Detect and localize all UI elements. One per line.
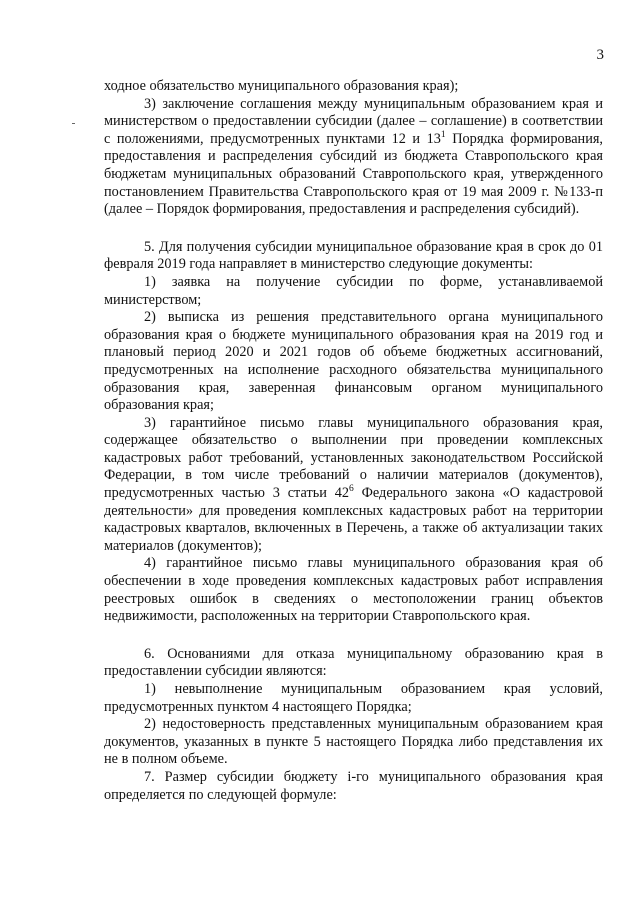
page-number: 3 bbox=[596, 47, 604, 63]
paragraph bbox=[104, 555, 603, 625]
paragraph-text: 4) гарантийное письмо главы муниципального образования края об обеспечении в ходе проведения комплексных кадастровых работ исправления реестровых ошибок в сведениях о местоположении границ объектов недвижимости, расположенных на территории Ставропольского края. bbox=[104, 555, 603, 625]
paragraph bbox=[104, 78, 603, 96]
paragraph bbox=[104, 274, 603, 309]
paragraph bbox=[104, 96, 603, 219]
paragraph-text: Федерального закона «О кадастровой деятельности» для проведения комплексных кадастровых работ на территории кадастровых кварталов, включенных в Перечень, а также об актуализации таких материалов (документов); bbox=[104, 485, 603, 554]
paragraph-text: ходное обязательство муниципального образования края); bbox=[104, 78, 459, 94]
paragraph-text: 3) заключение соглашения между муниципальным образованием края и министерством о предоставлении субсидии (далее – соглашение) в соответствии с положениями, предусмотренных пунктами 12 и 13 bbox=[104, 95, 603, 147]
paragraph bbox=[104, 769, 603, 804]
paragraph-text: 3) гарантийное письмо главы муниципального образования края, содержащее обязательство о выполнении при проведении комплексных кадастровых работ требований, установленных законодательством Российской Федерации, в том числе требований о наличии материалов (документов), предусмотренных частью 3 статьи 42 bbox=[104, 414, 603, 502]
paragraph bbox=[104, 415, 603, 556]
paragraph-gap bbox=[104, 626, 603, 646]
paragraph bbox=[104, 239, 603, 274]
paragraph bbox=[104, 716, 603, 769]
superscript: 1 bbox=[440, 130, 446, 141]
paragraph-text: 1) заявка на получение субсидии по форме, устанавливаемой министерством; bbox=[104, 273, 603, 308]
paragraph-text: 1) невыполнение муниципальным образованием края условий, предусмотренных пунктом 4 настоящего Порядка; bbox=[104, 681, 603, 715]
paragraph-text: Порядка формирования, предоставления и распределения субсидий из бюджета Ставропольского края бюджетам муниципальных образований Ставропольского края, утвержденного постановлением Правительства Ставропольского края от 19 мая 2009 г. №133-п (далее – Порядок формирования, предоставления и распределения субсидий). bbox=[104, 130, 603, 218]
margin-mark bbox=[72, 123, 75, 124]
paragraph-text: 6. Основаниями для отказа муниципальному образованию края в предоставлении субсидии являются: bbox=[104, 645, 603, 680]
paragraph-gap bbox=[104, 219, 603, 239]
document-body bbox=[104, 78, 603, 804]
paragraph bbox=[104, 309, 603, 415]
superscript: 6 bbox=[349, 484, 354, 495]
paragraph-text: 5. Для получения субсидии муниципальное образование края в срок до 01 февраля 2019 года направляет в министерство следующие документы: bbox=[104, 238, 603, 273]
paragraph-text: 2) выписка из решения представительного органа муниципального образования края о бюджете муниципального образования края на 2019 год и плановый период 2020 и 2021 годов об объеме бюджетных ассигнований, предусмотренных на исполнение расходного обязательства муниципального образования края, заверенная финансовым органом муниципального образования края; bbox=[104, 309, 603, 414]
paragraph-text: 2) недостоверность представленных муниципальным образованием края документов, указанных в пункте 5 настоящего Порядка либо представления их не в полном объеме. bbox=[104, 716, 603, 768]
paragraph-text: 7. Размер субсидии бюджету i-го муниципального образования края определяется по следующей формуле: bbox=[104, 768, 603, 803]
paragraph bbox=[104, 681, 603, 716]
paragraph bbox=[104, 646, 603, 681]
